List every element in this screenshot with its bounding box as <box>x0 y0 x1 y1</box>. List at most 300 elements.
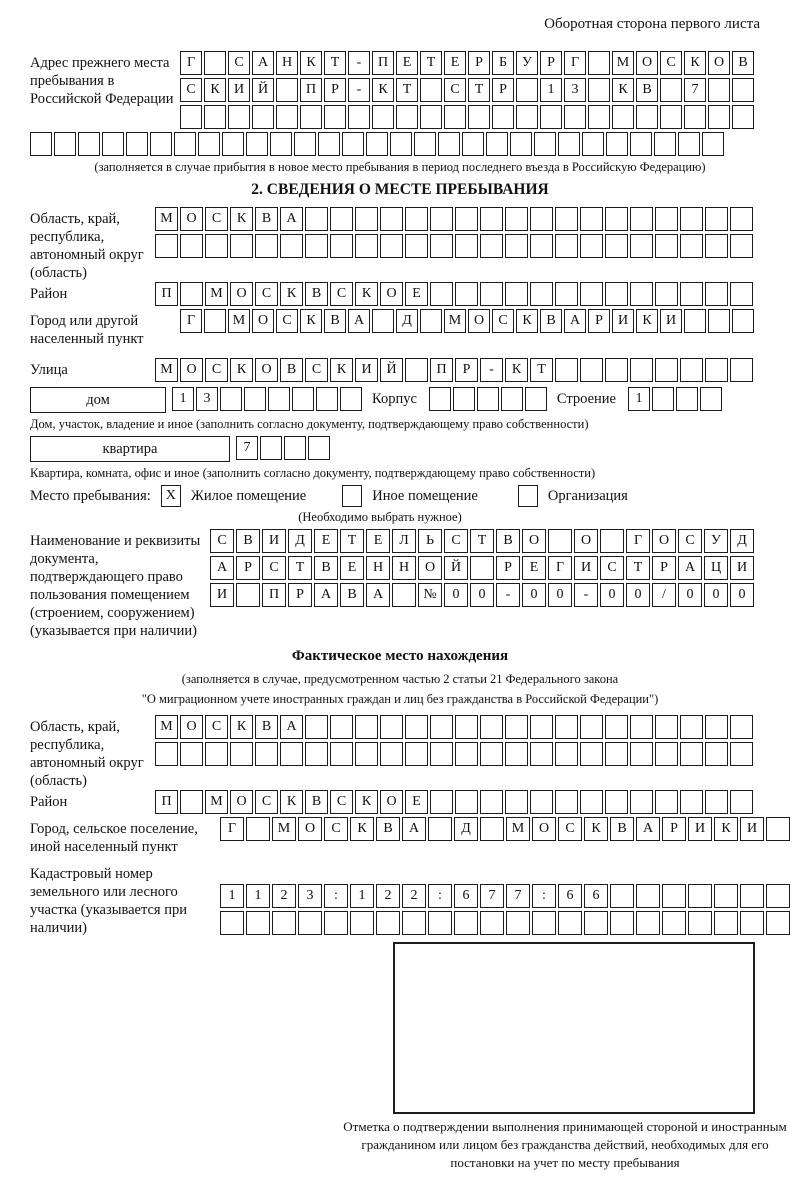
char-cell[interactable] <box>655 790 678 814</box>
char-cell[interactable] <box>555 358 578 382</box>
char-cell[interactable] <box>505 282 528 306</box>
char-cell[interactable]: 0 <box>548 583 572 607</box>
char-cell[interactable] <box>555 207 578 231</box>
char-cell[interactable] <box>730 715 753 739</box>
char-cell[interactable]: К <box>636 309 658 333</box>
char-cell[interactable] <box>480 790 503 814</box>
char-cell[interactable]: Н <box>366 556 390 580</box>
char-cell[interactable]: А <box>210 556 234 580</box>
char-cell[interactable] <box>705 790 728 814</box>
char-cell[interactable] <box>430 715 453 739</box>
char-cell[interactable]: 1 <box>350 884 374 908</box>
char-cell[interactable]: С <box>262 556 286 580</box>
char-cell[interactable] <box>605 715 628 739</box>
char-cell[interactable] <box>580 742 603 766</box>
char-cell[interactable] <box>280 742 303 766</box>
char-cell[interactable]: 0 <box>444 583 468 607</box>
char-cell[interactable] <box>700 387 722 411</box>
char-cell[interactable]: № <box>418 583 442 607</box>
char-cell[interactable] <box>555 282 578 306</box>
char-cell[interactable]: П <box>372 51 394 75</box>
char-cell[interactable] <box>505 790 528 814</box>
char-cell[interactable] <box>630 234 653 258</box>
char-cell[interactable]: С <box>205 358 228 382</box>
char-cell[interactable]: П <box>430 358 453 382</box>
char-cell[interactable] <box>470 556 494 580</box>
char-cell[interactable] <box>580 715 603 739</box>
char-cell[interactable] <box>582 132 604 156</box>
char-cell[interactable] <box>660 105 682 129</box>
char-cell[interactable]: Т <box>288 556 312 580</box>
char-cell[interactable] <box>477 387 499 411</box>
char-cell[interactable] <box>246 911 270 935</box>
char-cell[interactable]: В <box>305 282 328 306</box>
char-cell[interactable] <box>612 105 634 129</box>
char-cell[interactable] <box>605 790 628 814</box>
char-cell[interactable] <box>680 358 703 382</box>
char-cell[interactable] <box>380 234 403 258</box>
char-cell[interactable] <box>630 282 653 306</box>
char-cell[interactable] <box>300 105 322 129</box>
char-cell[interactable]: В <box>496 529 520 553</box>
char-cell[interactable] <box>454 911 478 935</box>
char-cell[interactable] <box>380 715 403 739</box>
char-cell[interactable]: М <box>272 817 296 841</box>
char-cell[interactable]: В <box>540 309 562 333</box>
char-cell[interactable]: С <box>324 817 348 841</box>
char-cell[interactable] <box>486 132 508 156</box>
char-cell[interactable]: О <box>252 309 274 333</box>
char-cell[interactable] <box>428 911 452 935</box>
char-cell[interactable]: Р <box>288 583 312 607</box>
char-cell[interactable]: Р <box>496 556 520 580</box>
char-cell[interactable] <box>350 911 374 935</box>
char-cell[interactable]: П <box>300 78 322 102</box>
char-cell[interactable] <box>630 207 653 231</box>
char-cell[interactable] <box>305 207 328 231</box>
char-cell[interactable]: Е <box>396 51 418 75</box>
char-cell[interactable] <box>600 529 624 553</box>
char-cell[interactable]: О <box>636 51 658 75</box>
char-cell[interactable]: С <box>660 51 682 75</box>
char-cell[interactable] <box>636 105 658 129</box>
char-cell[interactable]: В <box>376 817 400 841</box>
char-cell[interactable] <box>564 105 586 129</box>
char-cell[interactable] <box>558 911 582 935</box>
char-cell[interactable] <box>705 358 728 382</box>
char-cell[interactable]: Д <box>730 529 754 553</box>
char-cell[interactable] <box>284 436 306 460</box>
char-cell[interactable] <box>276 78 298 102</box>
char-cell[interactable] <box>630 790 653 814</box>
char-cell[interactable] <box>280 234 303 258</box>
char-cell[interactable]: И <box>688 817 712 841</box>
char-cell[interactable] <box>680 282 703 306</box>
char-cell[interactable]: Р <box>662 817 686 841</box>
char-cell[interactable]: Г <box>626 529 650 553</box>
char-cell[interactable] <box>324 911 348 935</box>
char-cell[interactable] <box>372 309 394 333</box>
char-cell[interactable]: С <box>558 817 582 841</box>
char-cell[interactable] <box>292 387 314 411</box>
char-cell[interactable] <box>455 207 478 231</box>
char-cell[interactable]: М <box>612 51 634 75</box>
char-cell[interactable] <box>558 132 580 156</box>
char-cell[interactable]: К <box>280 790 303 814</box>
char-cell[interactable]: М <box>506 817 530 841</box>
char-cell[interactable]: 0 <box>470 583 494 607</box>
char-cell[interactable] <box>605 282 628 306</box>
char-cell[interactable]: П <box>155 790 178 814</box>
char-cell[interactable]: 0 <box>730 583 754 607</box>
char-cell[interactable]: А <box>280 715 303 739</box>
char-cell[interactable]: К <box>230 358 253 382</box>
char-cell[interactable]: - <box>574 583 598 607</box>
char-cell[interactable] <box>530 234 553 258</box>
char-cell[interactable]: О <box>380 790 403 814</box>
char-cell[interactable]: Р <box>324 78 346 102</box>
char-cell[interactable]: И <box>730 556 754 580</box>
char-cell[interactable] <box>740 884 764 908</box>
char-cell[interactable]: Р <box>492 78 514 102</box>
char-cell[interactable] <box>505 742 528 766</box>
char-cell[interactable]: В <box>255 715 278 739</box>
char-cell[interactable] <box>405 715 428 739</box>
char-cell[interactable]: О <box>380 282 403 306</box>
char-cell[interactable] <box>580 234 603 258</box>
char-cell[interactable]: В <box>314 556 338 580</box>
char-cell[interactable] <box>294 132 316 156</box>
char-cell[interactable]: 2 <box>272 884 296 908</box>
char-cell[interactable]: Г <box>564 51 586 75</box>
char-cell[interactable] <box>480 207 503 231</box>
char-cell[interactable]: С <box>305 358 328 382</box>
char-cell[interactable]: О <box>652 529 676 553</box>
char-cell[interactable] <box>516 78 538 102</box>
char-cell[interactable] <box>396 105 418 129</box>
char-cell[interactable] <box>236 583 260 607</box>
char-cell[interactable] <box>730 282 753 306</box>
char-cell[interactable]: Г <box>220 817 244 841</box>
char-cell[interactable] <box>730 790 753 814</box>
char-cell[interactable]: Д <box>454 817 478 841</box>
char-cell[interactable] <box>732 105 754 129</box>
char-cell[interactable]: В <box>324 309 346 333</box>
char-cell[interactable]: Т <box>324 51 346 75</box>
char-cell[interactable] <box>174 132 196 156</box>
char-cell[interactable] <box>324 105 346 129</box>
char-cell[interactable]: Т <box>530 358 553 382</box>
char-cell[interactable]: А <box>314 583 338 607</box>
other-premises-checkbox[interactable] <box>342 485 362 507</box>
char-cell[interactable]: С <box>330 282 353 306</box>
char-cell[interactable] <box>708 105 730 129</box>
char-cell[interactable] <box>766 884 790 908</box>
char-cell[interactable] <box>340 387 362 411</box>
char-cell[interactable]: О <box>574 529 598 553</box>
char-cell[interactable] <box>730 358 753 382</box>
char-cell[interactable]: 6 <box>584 884 608 908</box>
char-cell[interactable]: Е <box>405 790 428 814</box>
char-cell[interactable]: С <box>444 78 466 102</box>
char-cell[interactable]: : <box>428 884 452 908</box>
char-cell[interactable] <box>705 715 728 739</box>
char-cell[interactable] <box>676 387 698 411</box>
char-cell[interactable]: Т <box>468 78 490 102</box>
char-cell[interactable] <box>305 234 328 258</box>
char-cell[interactable] <box>420 105 442 129</box>
char-cell[interactable] <box>630 358 653 382</box>
char-cell[interactable]: К <box>230 715 253 739</box>
char-cell[interactable] <box>230 234 253 258</box>
char-cell[interactable]: К <box>204 78 226 102</box>
char-cell[interactable] <box>480 715 503 739</box>
char-cell[interactable] <box>505 207 528 231</box>
char-cell[interactable]: А <box>252 51 274 75</box>
char-cell[interactable] <box>655 282 678 306</box>
char-cell[interactable] <box>246 817 270 841</box>
char-cell[interactable] <box>480 234 503 258</box>
char-cell[interactable] <box>684 309 706 333</box>
char-cell[interactable] <box>714 884 738 908</box>
char-cell[interactable] <box>580 790 603 814</box>
char-cell[interactable] <box>270 132 292 156</box>
char-cell[interactable] <box>708 309 730 333</box>
char-cell[interactable] <box>405 358 428 382</box>
char-cell[interactable]: - <box>496 583 520 607</box>
char-cell[interactable]: М <box>228 309 250 333</box>
char-cell[interactable]: И <box>262 529 286 553</box>
char-cell[interactable] <box>655 715 678 739</box>
char-cell[interactable] <box>355 207 378 231</box>
char-cell[interactable] <box>126 132 148 156</box>
char-cell[interactable]: К <box>372 78 394 102</box>
char-cell[interactable]: У <box>704 529 728 553</box>
char-cell[interactable]: 3 <box>196 387 218 411</box>
char-cell[interactable] <box>730 207 753 231</box>
char-cell[interactable]: К <box>300 51 322 75</box>
char-cell[interactable] <box>318 132 340 156</box>
char-cell[interactable] <box>255 742 278 766</box>
char-cell[interactable] <box>305 742 328 766</box>
char-cell[interactable]: О <box>298 817 322 841</box>
char-cell[interactable] <box>390 132 412 156</box>
char-cell[interactable] <box>180 105 202 129</box>
char-cell[interactable]: 1 <box>628 387 650 411</box>
char-cell[interactable] <box>102 132 124 156</box>
char-cell[interactable] <box>580 207 603 231</box>
char-cell[interactable]: 7 <box>684 78 706 102</box>
char-cell[interactable] <box>429 387 451 411</box>
char-cell[interactable]: Ь <box>418 529 442 553</box>
char-cell[interactable]: - <box>348 51 370 75</box>
char-cell[interactable] <box>430 790 453 814</box>
char-cell[interactable] <box>268 387 290 411</box>
char-cell[interactable] <box>420 78 442 102</box>
char-cell[interactable]: С <box>255 282 278 306</box>
char-cell[interactable]: В <box>636 78 658 102</box>
char-cell[interactable]: К <box>280 282 303 306</box>
char-cell[interactable] <box>506 911 530 935</box>
char-cell[interactable]: М <box>155 715 178 739</box>
char-cell[interactable] <box>252 105 274 129</box>
char-cell[interactable]: С <box>205 207 228 231</box>
char-cell[interactable]: 0 <box>678 583 702 607</box>
char-cell[interactable] <box>678 132 700 156</box>
char-cell[interactable]: С <box>678 529 702 553</box>
char-cell[interactable]: О <box>180 358 203 382</box>
char-cell[interactable] <box>272 911 296 935</box>
char-cell[interactable]: А <box>636 817 660 841</box>
char-cell[interactable] <box>180 282 203 306</box>
char-cell[interactable] <box>630 742 653 766</box>
char-cell[interactable] <box>680 790 703 814</box>
char-cell[interactable] <box>740 911 764 935</box>
char-cell[interactable]: Р <box>588 309 610 333</box>
char-cell[interactable] <box>480 817 504 841</box>
char-cell[interactable] <box>380 207 403 231</box>
char-cell[interactable] <box>355 715 378 739</box>
char-cell[interactable] <box>405 207 428 231</box>
char-cell[interactable] <box>588 105 610 129</box>
char-cell[interactable] <box>316 387 338 411</box>
char-cell[interactable]: К <box>355 790 378 814</box>
char-cell[interactable] <box>405 234 428 258</box>
char-cell[interactable] <box>305 715 328 739</box>
char-cell[interactable]: С <box>255 790 278 814</box>
char-cell[interactable]: С <box>228 51 250 75</box>
char-cell[interactable] <box>330 234 353 258</box>
char-cell[interactable] <box>580 358 603 382</box>
char-cell[interactable] <box>453 387 475 411</box>
char-cell[interactable] <box>330 742 353 766</box>
char-cell[interactable]: О <box>230 790 253 814</box>
char-cell[interactable]: С <box>276 309 298 333</box>
char-cell[interactable] <box>708 78 730 102</box>
char-cell[interactable] <box>730 742 753 766</box>
char-cell[interactable]: Л <box>392 529 416 553</box>
char-cell[interactable]: М <box>155 207 178 231</box>
char-cell[interactable]: С <box>600 556 624 580</box>
char-cell[interactable]: С <box>205 715 228 739</box>
char-cell[interactable]: И <box>740 817 764 841</box>
char-cell[interactable] <box>468 105 490 129</box>
char-cell[interactable] <box>730 234 753 258</box>
char-cell[interactable]: И <box>612 309 634 333</box>
char-cell[interactable]: А <box>564 309 586 333</box>
char-cell[interactable]: - <box>348 78 370 102</box>
char-cell[interactable] <box>540 105 562 129</box>
char-cell[interactable] <box>150 132 172 156</box>
char-cell[interactable] <box>205 742 228 766</box>
char-cell[interactable]: И <box>355 358 378 382</box>
char-cell[interactable] <box>530 282 553 306</box>
char-cell[interactable]: О <box>532 817 556 841</box>
char-cell[interactable] <box>204 309 226 333</box>
char-cell[interactable]: Ц <box>704 556 728 580</box>
char-cell[interactable]: М <box>444 309 466 333</box>
char-cell[interactable]: В <box>340 583 364 607</box>
char-cell[interactable] <box>530 790 553 814</box>
char-cell[interactable]: 7 <box>236 436 258 460</box>
char-cell[interactable] <box>428 817 452 841</box>
char-cell[interactable]: У <box>516 51 538 75</box>
char-cell[interactable]: 3 <box>564 78 586 102</box>
char-cell[interactable] <box>330 207 353 231</box>
char-cell[interactable]: Н <box>276 51 298 75</box>
char-cell[interactable] <box>630 132 652 156</box>
char-cell[interactable]: С <box>180 78 202 102</box>
char-cell[interactable]: 6 <box>454 884 478 908</box>
char-cell[interactable]: О <box>522 529 546 553</box>
char-cell[interactable] <box>705 207 728 231</box>
char-cell[interactable] <box>605 234 628 258</box>
char-cell[interactable] <box>584 911 608 935</box>
char-cell[interactable]: В <box>732 51 754 75</box>
char-cell[interactable]: : <box>532 884 556 908</box>
char-cell[interactable] <box>534 132 556 156</box>
char-cell[interactable]: А <box>348 309 370 333</box>
char-cell[interactable]: О <box>468 309 490 333</box>
char-cell[interactable] <box>662 884 686 908</box>
char-cell[interactable] <box>54 132 76 156</box>
char-cell[interactable] <box>430 742 453 766</box>
char-cell[interactable] <box>244 387 266 411</box>
char-cell[interactable] <box>588 78 610 102</box>
char-cell[interactable] <box>380 742 403 766</box>
char-cell[interactable]: А <box>402 817 426 841</box>
char-cell[interactable]: О <box>708 51 730 75</box>
char-cell[interactable]: Е <box>522 556 546 580</box>
char-cell[interactable] <box>714 911 738 935</box>
char-cell[interactable] <box>276 105 298 129</box>
char-cell[interactable] <box>180 790 203 814</box>
char-cell[interactable] <box>630 715 653 739</box>
char-cell[interactable] <box>444 105 466 129</box>
char-cell[interactable]: И <box>210 583 234 607</box>
char-cell[interactable]: О <box>418 556 442 580</box>
char-cell[interactable]: В <box>280 358 303 382</box>
char-cell[interactable]: Р <box>455 358 478 382</box>
char-cell[interactable] <box>555 715 578 739</box>
char-cell[interactable]: С <box>210 529 234 553</box>
char-cell[interactable] <box>655 234 678 258</box>
char-cell[interactable] <box>430 234 453 258</box>
char-cell[interactable] <box>705 282 728 306</box>
char-cell[interactable] <box>688 884 712 908</box>
char-cell[interactable] <box>655 358 678 382</box>
char-cell[interactable] <box>348 105 370 129</box>
char-cell[interactable]: М <box>205 282 228 306</box>
char-cell[interactable]: Е <box>444 51 466 75</box>
char-cell[interactable]: Й <box>252 78 274 102</box>
char-cell[interactable]: К <box>714 817 738 841</box>
char-cell[interactable] <box>655 742 678 766</box>
char-cell[interactable] <box>260 436 282 460</box>
char-cell[interactable]: И <box>228 78 250 102</box>
char-cell[interactable]: Й <box>380 358 403 382</box>
char-cell[interactable] <box>392 583 416 607</box>
char-cell[interactable] <box>204 105 226 129</box>
char-cell[interactable]: - <box>480 358 503 382</box>
char-cell[interactable]: П <box>155 282 178 306</box>
char-cell[interactable]: Д <box>396 309 418 333</box>
char-cell[interactable]: Г <box>180 309 202 333</box>
char-cell[interactable] <box>455 282 478 306</box>
char-cell[interactable]: Е <box>340 556 364 580</box>
char-cell[interactable] <box>30 132 52 156</box>
char-cell[interactable]: Т <box>340 529 364 553</box>
